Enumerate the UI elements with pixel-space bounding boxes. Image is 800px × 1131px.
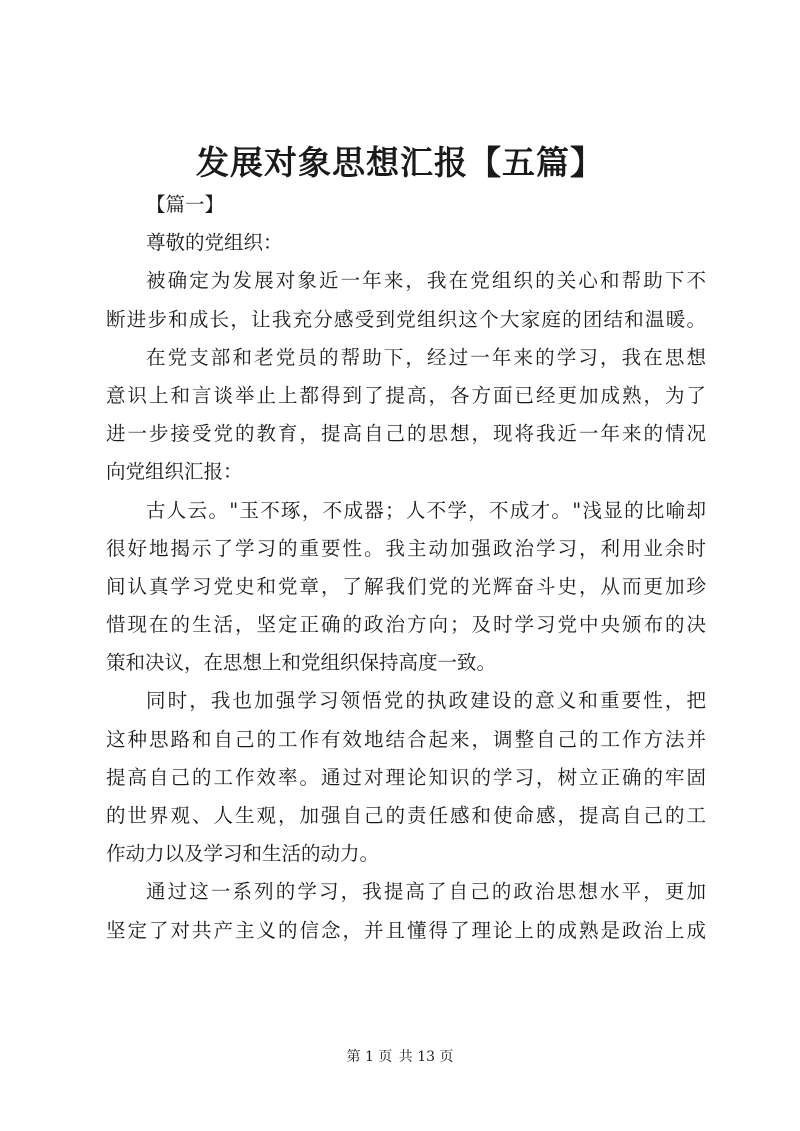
paragraph-lines: [106, 262, 706, 949]
text-line: 古人云。"玉不琢，不成器；人不学，不成才。"浅显的比喻却: [146, 498, 706, 522]
page-footer: [0, 1046, 800, 1066]
text-line: 断进步和成长，让我充分感受到党组织这个大家庭的团结和温暖。: [106, 307, 706, 331]
page-total: 共 13 页: [398, 1049, 454, 1065]
text-line: 同时，我也加强学习领悟党的执政建设的意义和重要性，把: [146, 689, 706, 713]
text-line: 间认真学习党史和党章，了解我们党的光辉奋斗史，从而更加珍: [106, 574, 706, 598]
salutation: 尊敬的党组织：: [146, 231, 283, 255]
text-line: 意识上和言谈举止上都得到了提高，各方面已经更加成熟，为了: [106, 383, 706, 407]
text-line: 的世界观、人生观，加强自己的责任感和使命感，提高自己的工: [106, 804, 706, 827]
text-line: 提高自己的工作效率。通过对理论知识的学习，树立正确的牢固: [106, 765, 706, 789]
text-line: 很好地揭示了学习的重要性。我主动加强政治学习，利用业余时: [106, 536, 706, 560]
text-line: 向党组织汇报：: [106, 460, 243, 484]
text-line: 被确定为发展对象近一年来，我在党组织的关心和帮助下不: [146, 269, 706, 293]
page-title: 发展对象思想汇报【五篇】: [196, 143, 604, 182]
section-heading: 【篇一】: [146, 193, 225, 216]
page-number: 第 1 页: [346, 1049, 393, 1065]
text-line: 策和决议，在思想上和党组织保持高度一致。: [106, 651, 497, 675]
text-line: 这种思路和自己的工作有效地结合起来，调整自己的工作方法并: [106, 727, 706, 751]
text-line: 进一步接受党的教育，提高自己的思想，现将我近一年来的情况: [106, 422, 706, 446]
text-line: 惜现在的生活，坚定正确的政治方向；及时学习党中央颁布的决: [106, 613, 706, 637]
text-line: 通过这一系列的学习，我提高了自己的政治思想水平，更加: [146, 880, 706, 904]
document-body: [106, 186, 706, 950]
text-line: 在党支部和老党员的帮助下，经过一年来的学习，我在思想: [146, 345, 706, 369]
text-line: 作动力以及学习和生活的动力。: [106, 842, 380, 866]
text-line: 坚定了对共产主义的信念，并且懂得了理论上的成熟是政治上成: [106, 918, 706, 942]
